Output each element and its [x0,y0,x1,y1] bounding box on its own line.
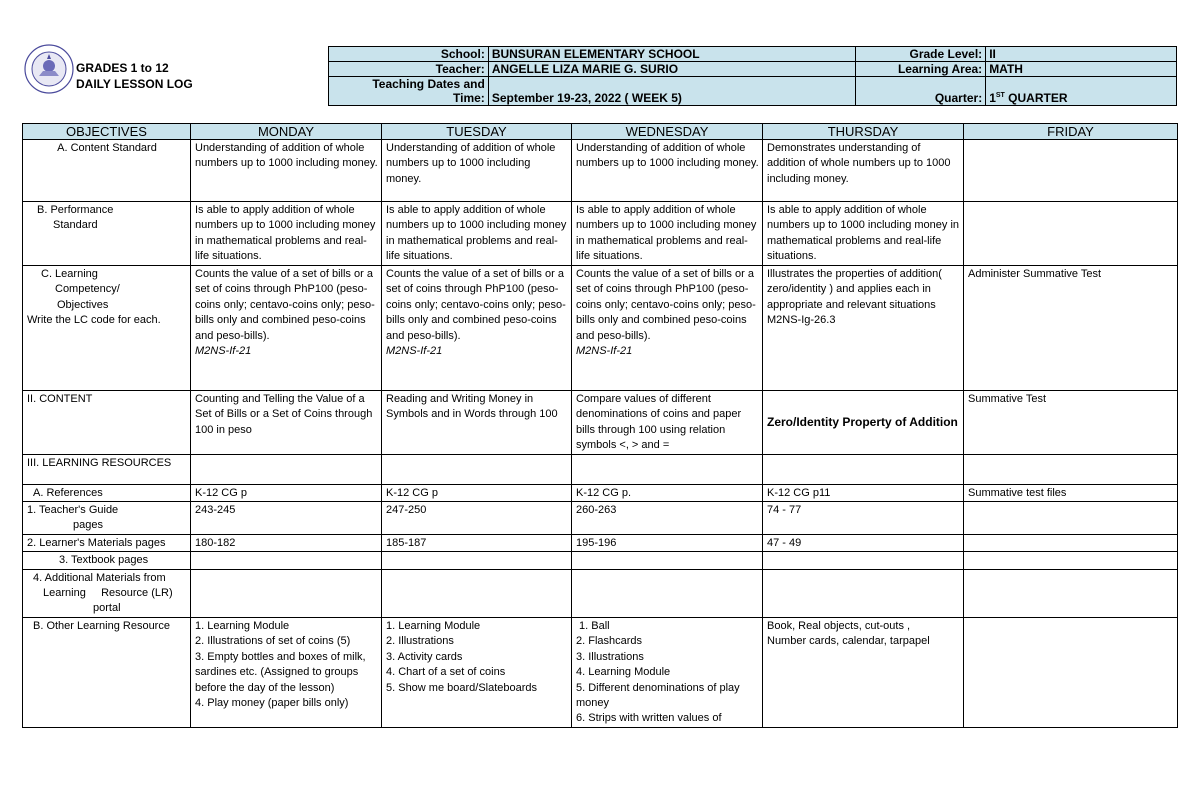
cell-res-tue [382,454,572,484]
other-mon-item: 3. Empty bottles and boxes of milk, sardines etc. (Assigned to groups before the day of the lesson) [195,650,366,694]
other-wed-item: 3. Illustrations [576,650,644,663]
cell-comp-tue [382,266,572,391]
cell-lm-mon: 180-182 [191,534,382,551]
cell-cs-wed: Understanding of addition of whole numbers up to 1000 including money. [572,140,763,202]
cell-res-thu [763,454,964,484]
title-line-2: DAILY LESSON LOG [76,77,193,91]
label-references: A. References [23,484,191,501]
other-mon-item: 2. Illustrations of set of coins (5) [195,635,351,648]
cell-tb-thu [763,552,964,569]
label-content: II. CONTENT [23,391,191,455]
row-references [23,484,1178,501]
other-tue-item: 1. Learning Module [386,619,481,632]
cell-add-mon [191,569,382,617]
tg-label-2: pages [73,519,103,532]
cell-content-tue: Reading and Writing Money in Symbols and in Words through 100 [382,391,572,455]
other-tue-item: 4. Chart of a set of coins [386,666,506,679]
ps-label-2: Standard [53,219,98,232]
dates-label [329,77,489,106]
school-label: School: [329,47,489,62]
col-thursday: THURSDAY [763,124,964,140]
area-label: Learning Area: [856,62,986,77]
cell-comp-thu [763,266,964,391]
school-value: BUNSURAN ELEMENTARY SCHOOL [488,47,856,62]
cell-other-tue [382,617,572,727]
teacher-value: ANGELLE LIZA MARIE G. SURIO [488,62,856,77]
cell-tg-thu: 74 - 77 [763,502,964,535]
content-thu-text: Zero/Identity Property of Addition [767,414,958,429]
cell-cs-mon: Understanding of addition of whole numbers up to 1000 including money. [191,140,382,202]
other-mon-item: 4. Play money (paper bills only) [195,696,349,709]
row-additional [23,569,1178,617]
dates-label-line2: Time: [453,91,485,105]
add-label-3: portal [93,602,121,615]
label-performance-standard [23,202,191,266]
cell-ref-mon: K-12 CG p [191,484,382,501]
row-other-resources [23,617,1178,727]
dates-label-line1: Teaching Dates and [372,77,485,91]
header-row [23,124,1178,140]
cell-ps-thu: Is able to apply addition of whole numbers up to 1000 including money in mathematical problems and real-life situations. [763,202,964,266]
quarter-suffix: ST [995,92,1005,99]
lesson-log-table [22,123,1178,728]
cell-lm-tue: 185-187 [382,534,572,551]
teacher-label: Teacher: [329,62,489,77]
cell-lm-wed: 195-196 [572,534,763,551]
row-competency [23,266,1178,391]
cell-add-fri [964,569,1178,617]
other-thu-item: Number cards, calendar, tarpapel [767,635,930,648]
cell-ref-thu: K-12 CG p11 [763,484,964,501]
cell-comp-fri: Administer Summative Test [964,266,1178,391]
other-mon-item: 1. Learning Module [195,619,290,632]
row-learners-materials [23,534,1178,551]
cell-cs-tue: Understanding of addition of whole numbers up to 1000 including money. [382,140,572,202]
col-monday: MONDAY [191,124,382,140]
grade-value: II [986,47,1177,62]
cell-content-mon: Counting and Telling the Value of a Set of Bills or a Set of Coins through 100 in peso [191,391,382,455]
dates-value: September 19-23, 2022 ( WEEK 5) [488,77,856,106]
cell-lm-thu: 47 - 49 [763,534,964,551]
header-info-table [328,46,1177,106]
comp-wed-code: M2NS-If-21 [576,345,633,358]
cell-tg-wed: 260-263 [572,502,763,535]
label-competency [23,266,191,391]
quarter-number: 1 [989,91,996,105]
cell-res-fri [964,454,1178,484]
cell-ref-fri: Summative test files [964,484,1178,501]
other-wed-item: 6. Strips with written values of [576,712,722,725]
cell-content-thu [763,391,964,455]
row-textbook [23,552,1178,569]
comp-tue-text: Counts the value of a set of bills or a set of coins through PhP100 (peso-coins only; centavo-coins only; peso-bills only and combined peso-coins and peso-bills). [386,268,566,342]
cell-ref-tue: K-12 CG p [382,484,572,501]
cell-ps-tue: Is able to apply addition of whole numbers up to 1000 including money in mathematical problems and real-life situations. [382,202,572,266]
cell-cs-fri [964,140,1178,202]
comp-label-1: C. Learning [41,268,98,280]
label-teachers-guide [23,502,191,535]
comp-label-3: Objectives [57,298,109,311]
other-wed-item: 1. Ball [576,619,610,632]
title-line-1: GRADES 1 to 12 [76,61,169,75]
label-other-resources: B. Other Learning Resource [23,617,191,727]
comp-label-4: Write the LC code for each. [27,314,161,327]
cell-tb-fri [964,552,1178,569]
deped-seal-logo [24,44,74,94]
cell-comp-mon [191,266,382,391]
add-label-2: Learning Resource (LR) [43,587,173,600]
comp-mon-code: M2NS-If-21 [195,345,252,358]
grade-label: Grade Level: [856,47,986,62]
cell-comp-wed [572,266,763,391]
cell-ps-wed: Is able to apply addition of whole numbers up to 1000 including money in mathematical problems and real-life situations. [572,202,763,266]
row-content [23,391,1178,455]
tg-label-1: 1. Teacher's Guide [27,504,119,517]
other-tue-item: 5. Show me board/Slateboards [386,681,538,694]
label-textbook: 3. Textbook pages [23,552,191,569]
quarter-word: QUARTER [1004,91,1068,105]
cell-content-fri: Summative Test [964,391,1178,455]
cell-tb-tue [382,552,572,569]
cell-tg-mon: 243-245 [191,502,382,535]
cell-content-wed: Compare values of different denominations of coins and paper bills through 100 using relation symbols <, > and = [572,391,763,455]
col-tuesday: TUESDAY [382,124,572,140]
label-additional [23,569,191,617]
comp-tue-code: M2NS-If-21 [386,345,443,358]
other-wed-item: 4. Learning Module [576,666,671,679]
other-wed-item: 5. Different denominations of play money [576,681,740,709]
cell-other-wed [572,617,763,727]
cell-res-wed [572,454,763,484]
cell-res-mon [191,454,382,484]
row-performance-standard [23,202,1178,266]
row-teachers-guide [23,502,1178,535]
cell-other-thu [763,617,964,727]
comp-thu-code: M2NS-Ig-26.3 [767,314,836,327]
col-objectives: OBJECTIVES [23,124,191,140]
quarter-label: Quarter: [856,77,986,106]
cell-tg-fri [964,502,1178,535]
row-content-standard [23,140,1178,202]
col-wednesday: WEDNESDAY [572,124,763,140]
cell-other-fri [964,617,1178,727]
comp-thu-text: Illustrates the properties of addition( zero/identity ) and applies each in appropriate and relevant situations [767,268,942,311]
cell-ps-mon: Is able to apply addition of whole numbers up to 1000 including money in mathematical problems and real-life situations. [191,202,382,266]
quarter-value [986,77,1177,106]
comp-wed-text: Counts the value of a set of bills or a set of coins through PhP100 (peso-coins only; centavo-coins only; peso-bills only and combined peso-coins and peso-bills). [576,268,756,342]
other-thu-item: Book, Real objects, cut-outs , [767,619,911,632]
comp-mon-text: Counts the value of a set of bills or a set of coins through PhP100 (peso-coins only; centavo-coins only; peso-bills only and combined peso-coins and peso-bills). [195,268,375,342]
cell-add-thu [763,569,964,617]
cell-ps-fri [964,202,1178,266]
cell-tg-tue: 247-250 [382,502,572,535]
other-tue-item: 2. Illustrations [386,635,454,648]
comp-label-2: Competency/ [55,283,120,296]
label-content-standard: A. Content Standard [23,140,191,202]
cell-tb-mon [191,552,382,569]
label-resources: III. LEARNING RESOURCES [23,454,191,484]
other-wed-item: 2. Flashcards [576,635,643,648]
other-tue-item: 3. Activity cards [386,650,463,663]
cell-add-wed [572,569,763,617]
cell-add-tue [382,569,572,617]
row-resources [23,454,1178,484]
cell-tb-wed [572,552,763,569]
cell-other-mon [191,617,382,727]
cell-lm-fri [964,534,1178,551]
col-friday: FRIDAY [964,124,1178,140]
area-value: MATH [986,62,1177,77]
cell-cs-thu: Demonstrates understanding of addition of whole numbers up to 1000 including money. [763,140,964,202]
cell-ref-wed: K-12 CG p. [572,484,763,501]
add-label-1: 4. Additional Materials from [33,571,166,584]
log-title [76,60,193,92]
ps-label-1: B. Performance [37,204,114,216]
label-learners-materials: 2. Learner's Materials pages [23,534,191,551]
